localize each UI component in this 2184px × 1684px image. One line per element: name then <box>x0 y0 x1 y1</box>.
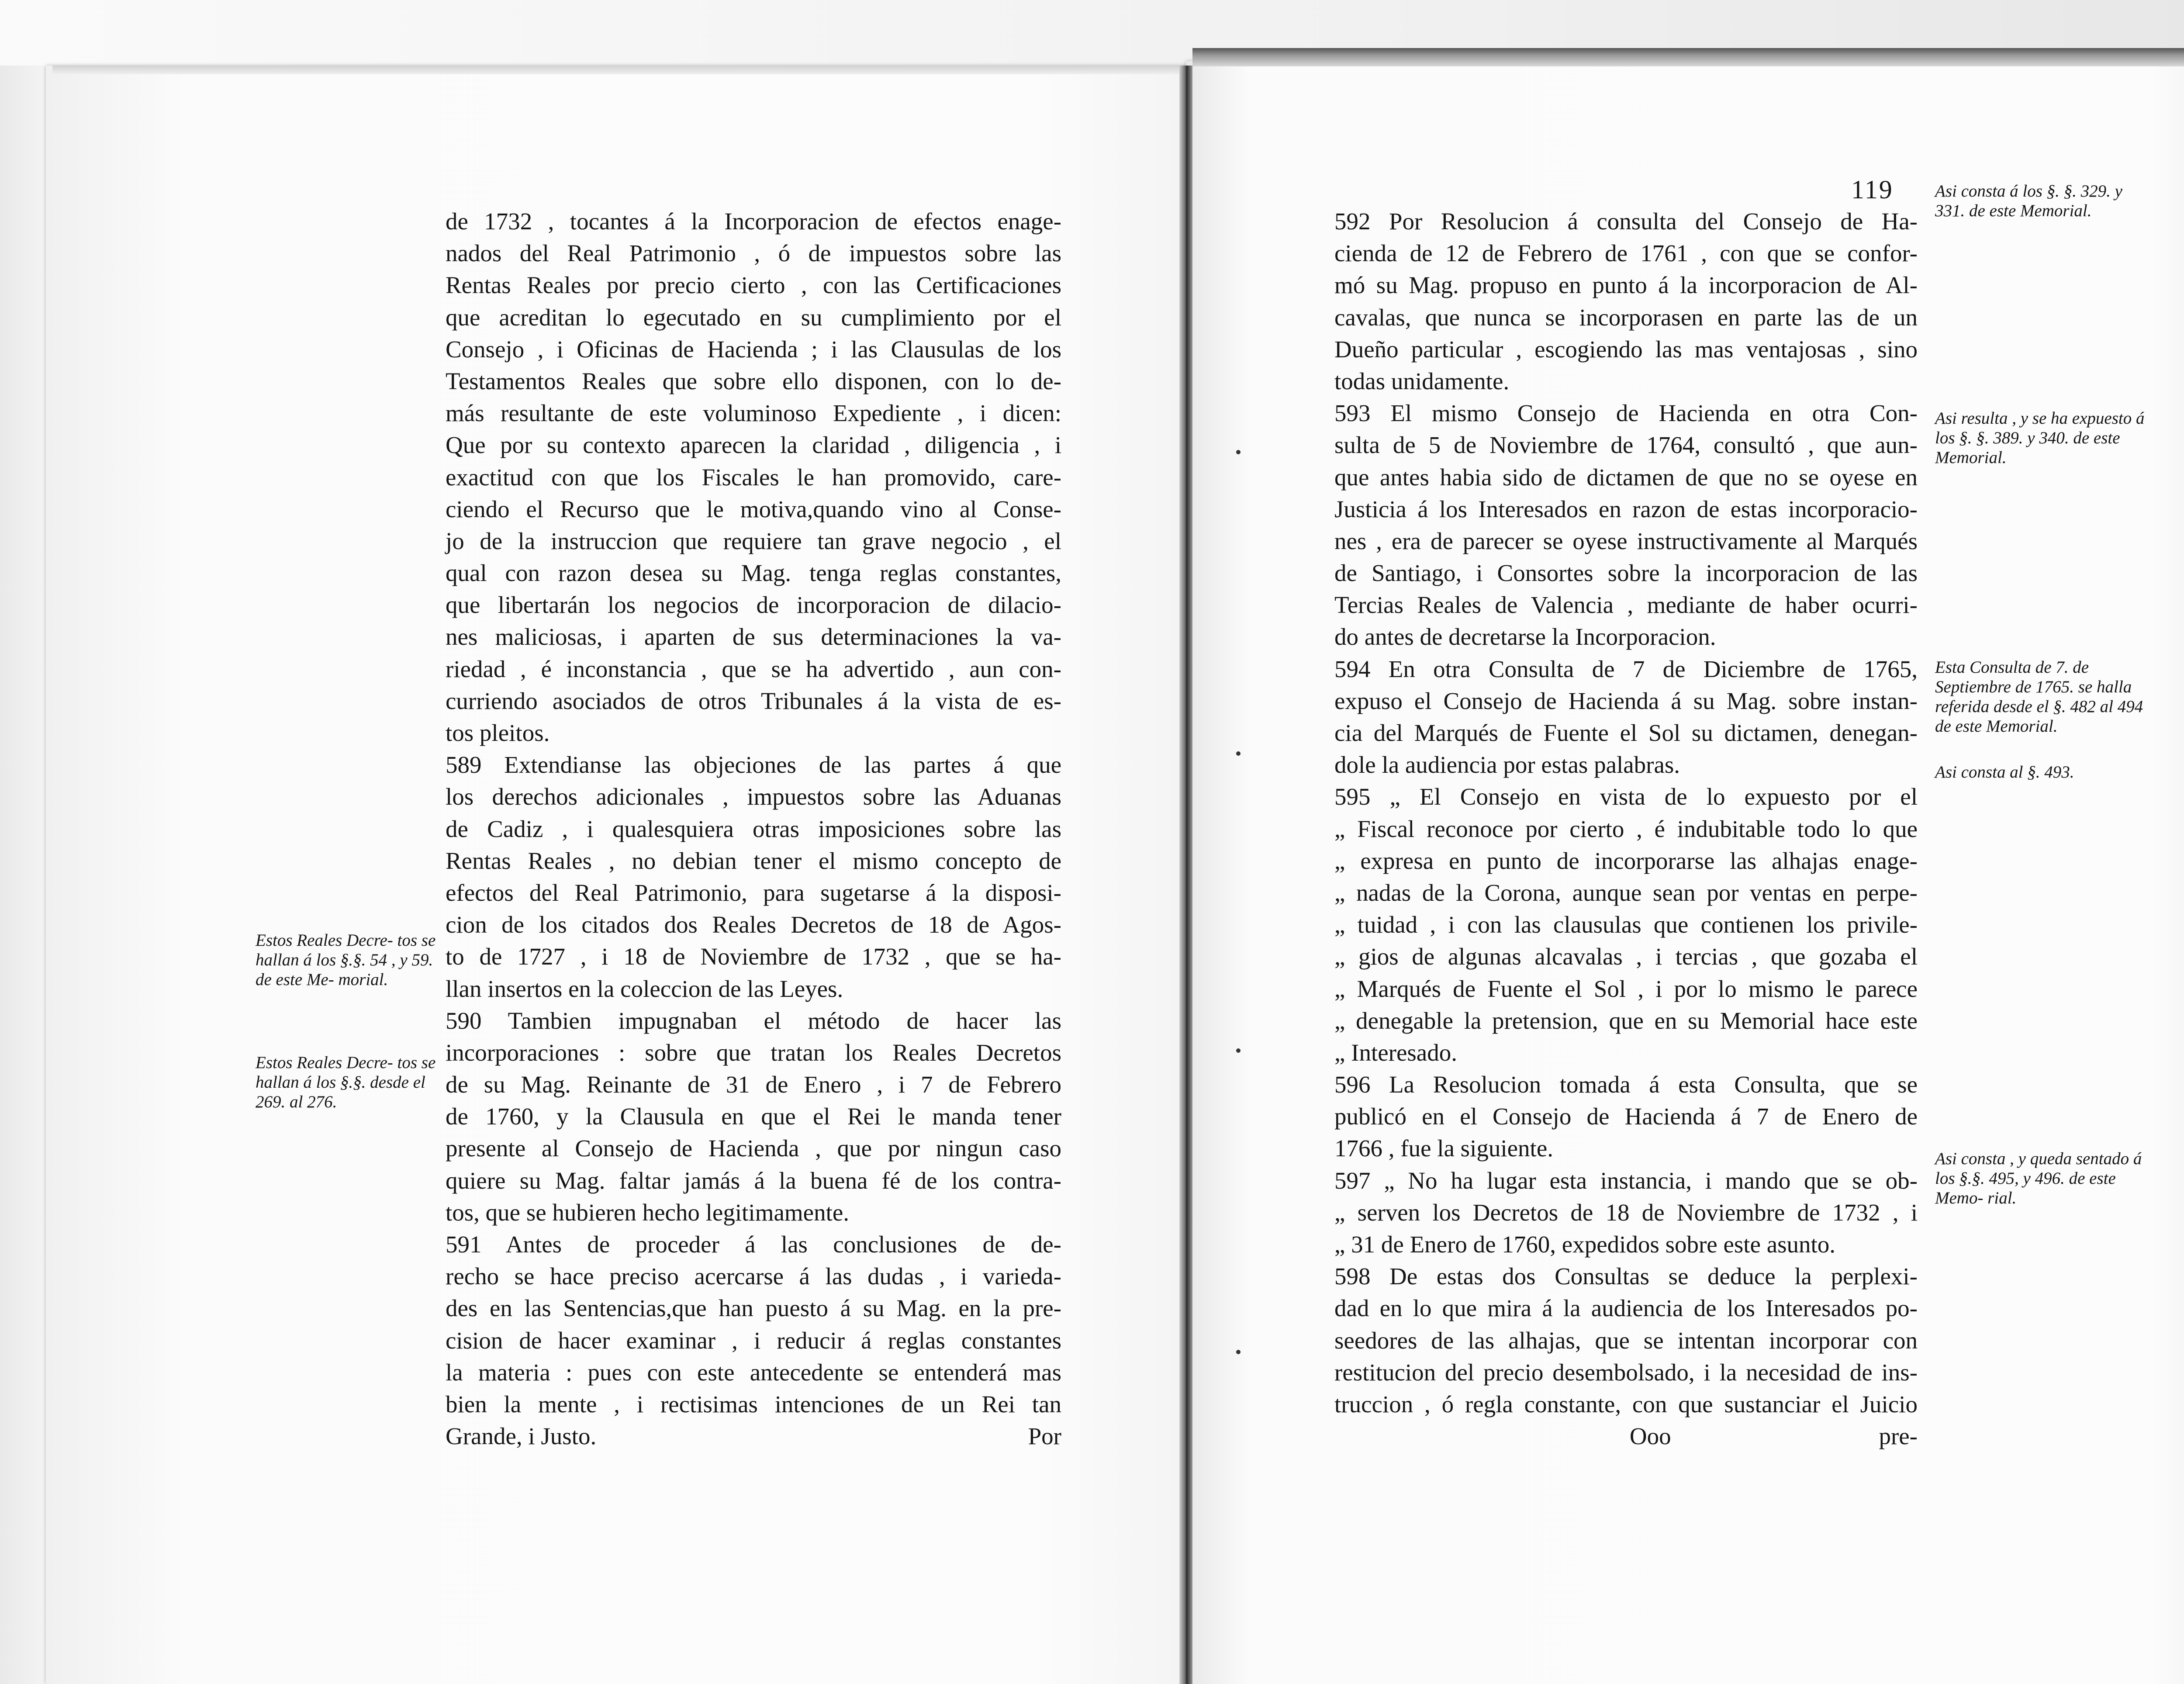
text-line: curriendo asociados de otros Tribunales á la vista de es- <box>446 687 1061 714</box>
paragraph-594-start: 594 En otra Consulta de 7 de Diciembre de 1765, <box>1334 655 1918 682</box>
footer-spacer <box>1334 1420 1422 1452</box>
text-line: todas unidamente. <box>1334 367 1510 394</box>
text-line: recho se hace preciso acercarse á las dudas , i varieda- <box>446 1263 1061 1290</box>
marginal-note: Asi consta , y queda sentado á los §.§. 495, y 496. de este Memo- rial. <box>1935 1149 2142 1207</box>
text-line: efectos del Real Patrimonio, para sugetarse á la disposi- <box>446 879 1061 906</box>
text-line: Consejo , i Oficinas de Hacienda ; i las Clausulas de los <box>446 335 1061 363</box>
text-line: los derechos adicionales , impuestos sobre las Aduanas <box>446 783 1061 810</box>
text-line: bien la mente , i rectisimas intenciones de un Rei tan <box>446 1390 1061 1418</box>
catchword: Por <box>1028 1423 1061 1450</box>
paragraph-597-start: 597 „ No ha lugar esta instancia, i mando que se ob- <box>1334 1167 1918 1194</box>
scan-speck <box>1236 751 1241 756</box>
text-line: expuso el Consejo de Hacienda á su Mag. sobre instan- <box>1334 687 1918 714</box>
text-line: la materia : pues con este antecedente se entenderá mas <box>446 1359 1061 1386</box>
paragraph-591-start: 591 Antes de proceder á las conclusiones de de- <box>446 1231 1061 1258</box>
text-line: Rentas Reales por precio cierto , con las Certificaciones <box>446 272 1061 299</box>
paragraph-589-start: 589 Extendianse las objeciones de las partes á que <box>446 751 1061 778</box>
right-page-top-edge <box>1192 48 2184 66</box>
text-line: cavalas, que nunca se incorporasen en parte las de un <box>1334 304 1918 331</box>
marginal-note: Esta Consulta de 7. de Septiembre de 1765. se halla referida desde el §. 482 al 494 de este Memorial. <box>1935 658 2143 736</box>
text-line: de su Mag. Reinante de 31 de Enero , i 7 de Febrero <box>446 1071 1061 1098</box>
marginal-note: Asi resulta , y se ha expuesto á los §. §. 389. y 340. de este Memorial. <box>1935 409 2145 467</box>
text-line: tos, que se hubieren hecho legitimamente. <box>446 1199 850 1226</box>
left-page-text <box>446 205 1061 1452</box>
paragraph-596-start: 596 La Resolucion tomada á esta Consulta, que se <box>1334 1071 1918 1098</box>
text-line: nes maliciosas, i aparten de sus determinaciones la va- <box>446 623 1061 650</box>
text-line: Rentas Reales , no debian tener el mismo concepto de <box>446 847 1061 874</box>
text-line: truccion , ó regla constante, con que sustanciar el Juicio <box>1334 1390 1918 1418</box>
text-line: do antes de decretarse la Incorporacion. <box>1334 623 1716 650</box>
marginal-note: Asi consta al §. 493. <box>1935 763 2074 781</box>
text-line: nados del Real Patrimonio , ó de impuestos sobre las <box>446 240 1061 267</box>
text-line: de Santiago, i Consortes sobre la incorporacion de las <box>1334 560 1918 587</box>
book-gutter <box>1179 66 1192 1684</box>
text-line: dole la audiencia por estas palabras. <box>1334 751 1680 778</box>
text-line: quiere su Mag. faltar jamás á la buena fé de los contra- <box>446 1167 1061 1194</box>
text-line: cienda de 12 de Febrero de 1761 , con que se confor- <box>1334 240 1918 267</box>
scan-background-left <box>0 66 48 1684</box>
text-line: „ Interesado. <box>1334 1039 1457 1066</box>
text-line: „ denegable la pretension, que en su Memorial hace este <box>1334 1007 1918 1034</box>
text-line: jo de la instruccion que requiere tan grave negocio , el <box>446 527 1061 554</box>
text-line: „ expresa en punto de incorporarse las alhajas enage- <box>1334 847 1918 874</box>
text-line: Justicia á los Interesados en razon de estas incorporacio- <box>1334 495 1918 522</box>
text-line: que antes habia sido de dictamen de que no se oyese en <box>1334 463 1918 491</box>
marginal-note: Estos Reales Decre- tos se hallan á los §.§. desde el 269. al 276. <box>256 1053 436 1111</box>
right-page-text <box>1334 205 1918 1452</box>
text-line: restitucion del precio desembolsado, i la necesidad de ins- <box>1334 1359 1918 1386</box>
last-line-row <box>446 1420 1061 1452</box>
text-line: cision de hacer examinar , i reducir á reglas constantes <box>446 1327 1061 1354</box>
scan-speck <box>1236 450 1241 454</box>
signature-mark: Ooo <box>1629 1423 1671 1450</box>
text-line: publicó en el Consejo de Hacienda á 7 de Enero de <box>1334 1103 1918 1130</box>
text-line: nes , era de parecer se oyese instructivamente al Marqués <box>1334 527 1918 554</box>
footer-row <box>1334 1420 1918 1452</box>
text-line: más resultante de este voluminoso Expediente , i dicen: <box>446 400 1061 427</box>
text-line: seedores de las alhajas, que se intentan incorporar con <box>1334 1327 1918 1354</box>
text-line: Que por su contexto aparecen la claridad , diligencia , i <box>446 432 1061 459</box>
marginal-note: Asi consta á los §. §. 329. y 331. de este Memorial. <box>1935 182 2122 220</box>
text-line: presente al Consejo de Hacienda , que por ningun caso <box>446 1135 1061 1162</box>
text-line: „ tuidad , i con las clausulas que contienen los privile- <box>1334 911 1918 938</box>
text-line: cion de los citados dos Reales Decretos de 18 de Agos- <box>446 911 1061 938</box>
text-line: to de 1727 , i 18 de Noviembre de 1732 , que se ha- <box>446 943 1061 970</box>
text-line: que libertarán los negocios de incorporacion de dilacio- <box>446 591 1061 619</box>
paragraph-595-start: 595 „ El Consejo en vista de lo expuesto por el <box>1334 783 1918 810</box>
text-line: llan insertos en la coleccion de las Leyes. <box>446 975 843 1002</box>
text-line: de 1732 , tocantes á la Incorporacion de efectos enage- <box>446 208 1061 235</box>
text-line: 1766 , fue la siguiente. <box>1334 1135 1553 1162</box>
text-line: Testamentos Reales que sobre ello disponen, con lo de- <box>446 367 1061 394</box>
page-number: 119 <box>1851 175 1894 204</box>
text-line: exactitud con que los Fiscales le han promovido, care- <box>446 463 1061 491</box>
text-line: dad en lo que mira á la audiencia de los Interesados po- <box>1334 1295 1918 1322</box>
text-line: de Cadiz , i qualesquiera otras imposiciones sobre las <box>446 815 1061 842</box>
text-line: „ Fiscal reconoce por cierto , é indubitable todo lo que <box>1334 815 1918 842</box>
text-line: „ serven los Decretos de 18 de Noviembre de 1732 , i <box>1334 1199 1918 1226</box>
marginal-note: Estos Reales Decre- tos se hallan á los §.§. 54 , y 59. de este Me- morial. <box>256 931 436 989</box>
text-line: „ gios de algunas alcavalas , i tercias , que gozaba el <box>1334 943 1918 970</box>
text-line: tos pleitos. <box>446 719 550 746</box>
paragraph-590-start: 590 Tambien impugnaban el método de hacer las <box>446 1007 1061 1034</box>
text-line: „ 31 de Enero de 1760, expedidos sobre este asunto. <box>1334 1231 1836 1258</box>
paragraph-593-start: 593 El mismo Consejo de Hacienda en otra Con- <box>1334 400 1918 427</box>
scan-speck <box>1236 1048 1241 1053</box>
text-line: „ Marqués de Fuente el Sol , i por lo mismo le parece <box>1334 975 1918 1002</box>
text-line: des en las Sentencias,que han puesto á su Mag. en la pre- <box>446 1295 1061 1322</box>
text-line: sulta de 5 de Noviembre de 1764, consultó , que aun- <box>1334 432 1918 459</box>
text-line: que acreditan lo egecutado en su cumplimiento por el <box>446 304 1061 331</box>
text-line: riedad , é inconstancia , que se ha advertido , aun con- <box>446 655 1061 682</box>
text-line: Grande, i Justo. <box>446 1423 597 1450</box>
text-line: Tercias Reales de Valencia , mediante de haber ocurri- <box>1334 591 1918 619</box>
text-line: „ nadas de la Corona, aunque sean por ventas en perpe- <box>1334 879 1918 906</box>
catchword: pre- <box>1879 1423 1918 1450</box>
text-line: cia del Marqués de Fuente el Sol su dictamen, denegan- <box>1334 719 1918 746</box>
left-page-top-edge <box>52 66 1184 74</box>
paragraph-592-start: 592 Por Resolucion á consulta del Consejo de Ha- <box>1334 208 1918 235</box>
text-line: de 1760, y la Clausula en que el Rei le manda tener <box>446 1103 1061 1130</box>
scan-speck <box>1236 1350 1241 1354</box>
text-line: incorporaciones : sobre que tratan los Reales Decretos <box>446 1039 1061 1066</box>
text-line: ciendo el Recurso que le motiva,quando vino al Conse- <box>446 495 1061 522</box>
text-line: mó su Mag. propuso en punto á la incorporacion de Al- <box>1334 272 1918 299</box>
text-line: Dueño particular , escogiendo las mas ventajosas , sino <box>1334 335 1918 363</box>
text-line: qual con razon desea su Mag. tenga reglas constantes, <box>446 560 1061 587</box>
paragraph-598-start: 598 De estas dos Consultas se deduce la perplexi- <box>1334 1263 1918 1290</box>
